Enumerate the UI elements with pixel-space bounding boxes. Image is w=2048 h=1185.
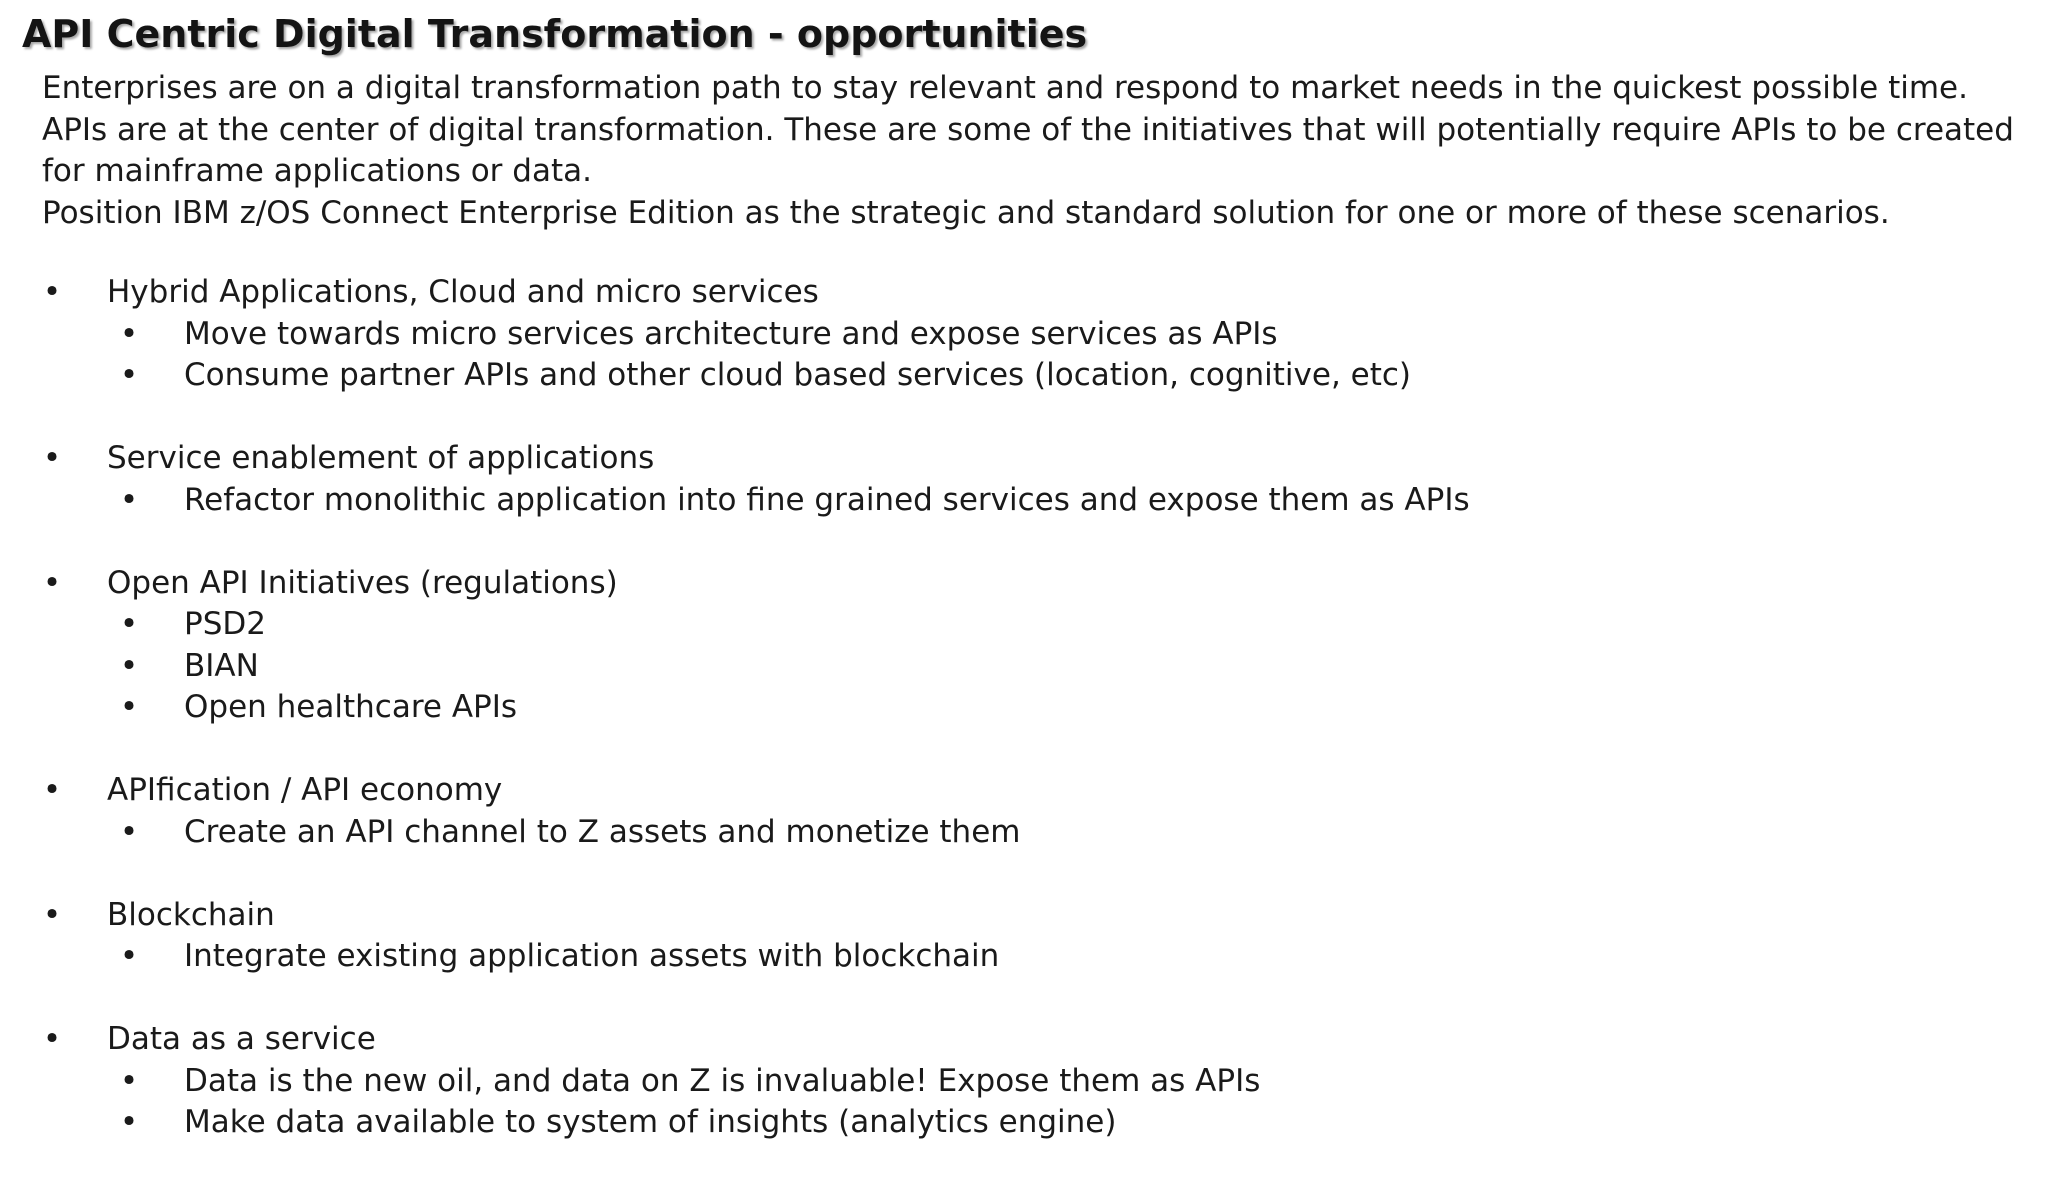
- list-item: [42, 646, 2022, 688]
- opportunity-section: [42, 895, 2022, 978]
- sub-list: [42, 812, 2022, 854]
- bullet-icon: •: [42, 564, 62, 601]
- list-item: [42, 604, 2022, 646]
- section-heading: APIfication / API economy: [107, 772, 503, 808]
- section-heading: Hybrid Applications, Cloud and micro services: [107, 274, 819, 310]
- item-text: PSD2: [184, 606, 266, 642]
- bullet-icon: •: [119, 357, 139, 393]
- section-heading: Service enablement of applications: [107, 440, 655, 476]
- bullet-icon: •: [119, 1104, 139, 1140]
- opportunity-list: [42, 272, 2022, 1185]
- intro-text: [42, 68, 2022, 234]
- intro-paragraph: APIs are at the center of digital transformation. These are some of the initiatives that will potentially require APIs to be created for mainframe applications or data.: [42, 111, 2014, 189]
- item-text: Consume partner APIs and other cloud based services (location, cognitive, etc): [184, 357, 1412, 393]
- sub-list: [42, 1061, 2022, 1144]
- opportunity-section: [42, 438, 2022, 521]
- bullet-icon: •: [119, 315, 139, 352]
- list-item: [42, 936, 2022, 978]
- intro-paragraph: Enterprises are on a digital transformation path to stay relevant and respond to market needs in the quickest possible time.: [42, 70, 1968, 106]
- list-item: [42, 1102, 2022, 1144]
- bullet-icon: •: [119, 606, 139, 642]
- item-text: Move towards micro services architecture and expose services as APIs: [184, 315, 1278, 352]
- bullet-icon: •: [119, 813, 139, 850]
- opportunity-section: [42, 563, 2022, 729]
- section-heading: Open API Initiatives (regulations): [107, 564, 618, 601]
- list-item: [42, 812, 2022, 854]
- item-text: BIAN: [184, 647, 259, 684]
- bullet-icon: •: [42, 274, 62, 310]
- sub-list: [42, 604, 2022, 729]
- item-text: Refactor monolithic application into fine grained services and expose them as APIs: [184, 481, 1470, 518]
- intro-paragraph: Position IBM z/OS Connect Enterprise Edition as the strategic and standard solution for one or more of these scenarios.: [42, 194, 1890, 231]
- item-text: Create an API channel to Z assets and monetize them: [184, 813, 1021, 850]
- opportunity-section: [42, 1019, 2022, 1144]
- list-item: [42, 480, 2022, 522]
- sub-list: [42, 314, 2022, 397]
- bullet-icon: •: [119, 938, 139, 974]
- bullet-icon: •: [42, 772, 62, 808]
- opportunity-section: [42, 770, 2022, 853]
- list-item: [42, 314, 2022, 356]
- bullet-icon: •: [119, 481, 139, 518]
- bullet-icon: •: [119, 647, 139, 684]
- sub-list: [42, 936, 2022, 978]
- list-item: [42, 1061, 2022, 1103]
- bullet-icon: •: [42, 1021, 62, 1057]
- section-heading: Blockchain: [107, 896, 275, 933]
- item-text: Integrate existing application assets with blockchain: [184, 938, 1000, 974]
- opportunity-section: [42, 272, 2022, 397]
- bullet-icon: •: [119, 689, 139, 725]
- list-item: [42, 355, 2022, 397]
- bullet-icon: •: [119, 1062, 139, 1099]
- item-text: Open healthcare APIs: [184, 689, 518, 725]
- section-heading: Data as a service: [107, 1021, 376, 1057]
- bullet-icon: •: [42, 440, 62, 476]
- bullet-icon: •: [42, 896, 62, 933]
- item-text: Data is the new oil, and data on Z is invaluable! Expose them as APIs: [184, 1062, 1261, 1099]
- slide-title: API Centric Digital Transformation - opportunities: [22, 12, 1088, 56]
- list-item: [42, 687, 2022, 729]
- sub-list: [42, 480, 2022, 522]
- item-text: Make data available to system of insights (analytics engine): [184, 1104, 1117, 1140]
